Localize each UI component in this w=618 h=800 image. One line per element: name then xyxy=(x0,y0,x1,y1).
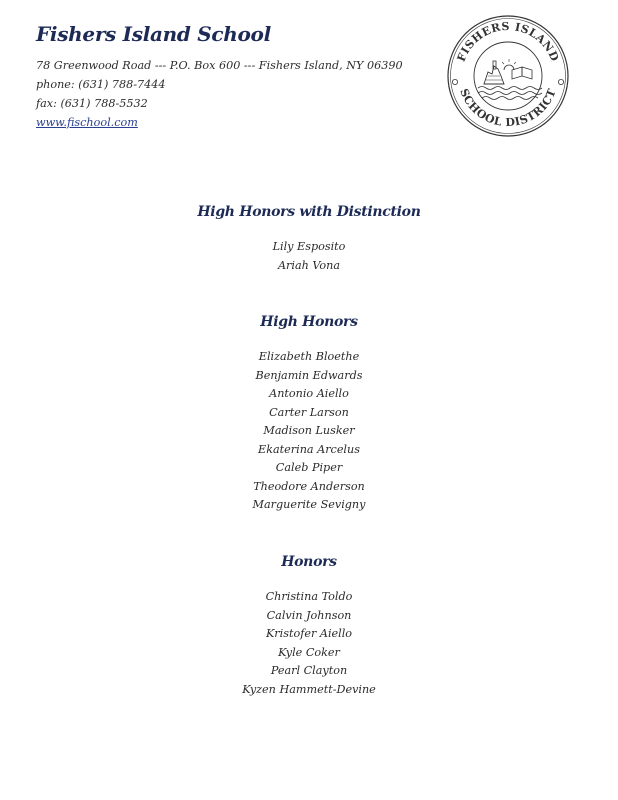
phone-line: phone: (631) 788-7444 xyxy=(36,78,166,91)
sun-icon xyxy=(502,59,516,70)
section-title: High Honors with Distinction xyxy=(197,204,421,220)
seal-star-left-icon xyxy=(452,79,457,84)
open-book-icon xyxy=(512,67,532,79)
student-name: Madison Lusker xyxy=(263,424,355,437)
section-high-honors-distinction xyxy=(0,204,618,314)
seal-text-bottom: SCHOOL DISTRICT xyxy=(457,86,559,130)
section-title: Honors xyxy=(281,554,337,570)
website-link[interactable]: www.fischool.com xyxy=(36,116,138,129)
section-high-honors xyxy=(0,314,618,554)
letterhead xyxy=(36,22,403,132)
student-name: Lily Esposito xyxy=(272,240,346,253)
student-name: Kristofer Aiello xyxy=(265,627,353,640)
student-name: Kyzen Hammett-Devine xyxy=(242,682,376,696)
student-name: Caleb Piper xyxy=(275,461,343,474)
address-line: 78 Greenwood Road --- P.O. Box 600 --- Fishers Island, NY 06390 xyxy=(36,59,403,72)
school-district-seal xyxy=(446,14,570,138)
student-name: Pearl Clayton xyxy=(270,664,348,677)
student-name: Christina Toldo xyxy=(265,590,353,603)
lighthouse-rock-icon xyxy=(484,61,504,84)
fax-line: fax: (631) 788-5532 xyxy=(36,97,148,110)
student-name: Antonio Aiello xyxy=(269,387,349,400)
section-title: High Honors xyxy=(260,314,358,330)
student-name: Carter Larson xyxy=(269,405,349,419)
school-name: Fishers Island School xyxy=(36,22,271,46)
svg-text:SCHOOL DISTRICT xyxy=(457,87,559,130)
student-name: Elizabeth Bloethe xyxy=(258,350,360,363)
honor-roll xyxy=(0,204,618,699)
student-name: Ekaterina Arcelus xyxy=(258,442,360,456)
student-name: Kyle Coker xyxy=(278,645,340,659)
student-name: Ariah Vona xyxy=(277,258,341,272)
student-name: Theodore Anderson xyxy=(253,479,365,493)
student-name: Calvin Johnson xyxy=(266,608,352,622)
seal-star-right-icon xyxy=(558,79,563,84)
student-name: Benjamin Edwards xyxy=(255,368,363,382)
seal-text-top: FISHERS ISLAND xyxy=(454,19,562,64)
waves-icon xyxy=(478,87,542,100)
section-honors xyxy=(0,554,618,699)
student-name: Marguerite Sevigny xyxy=(252,498,366,511)
